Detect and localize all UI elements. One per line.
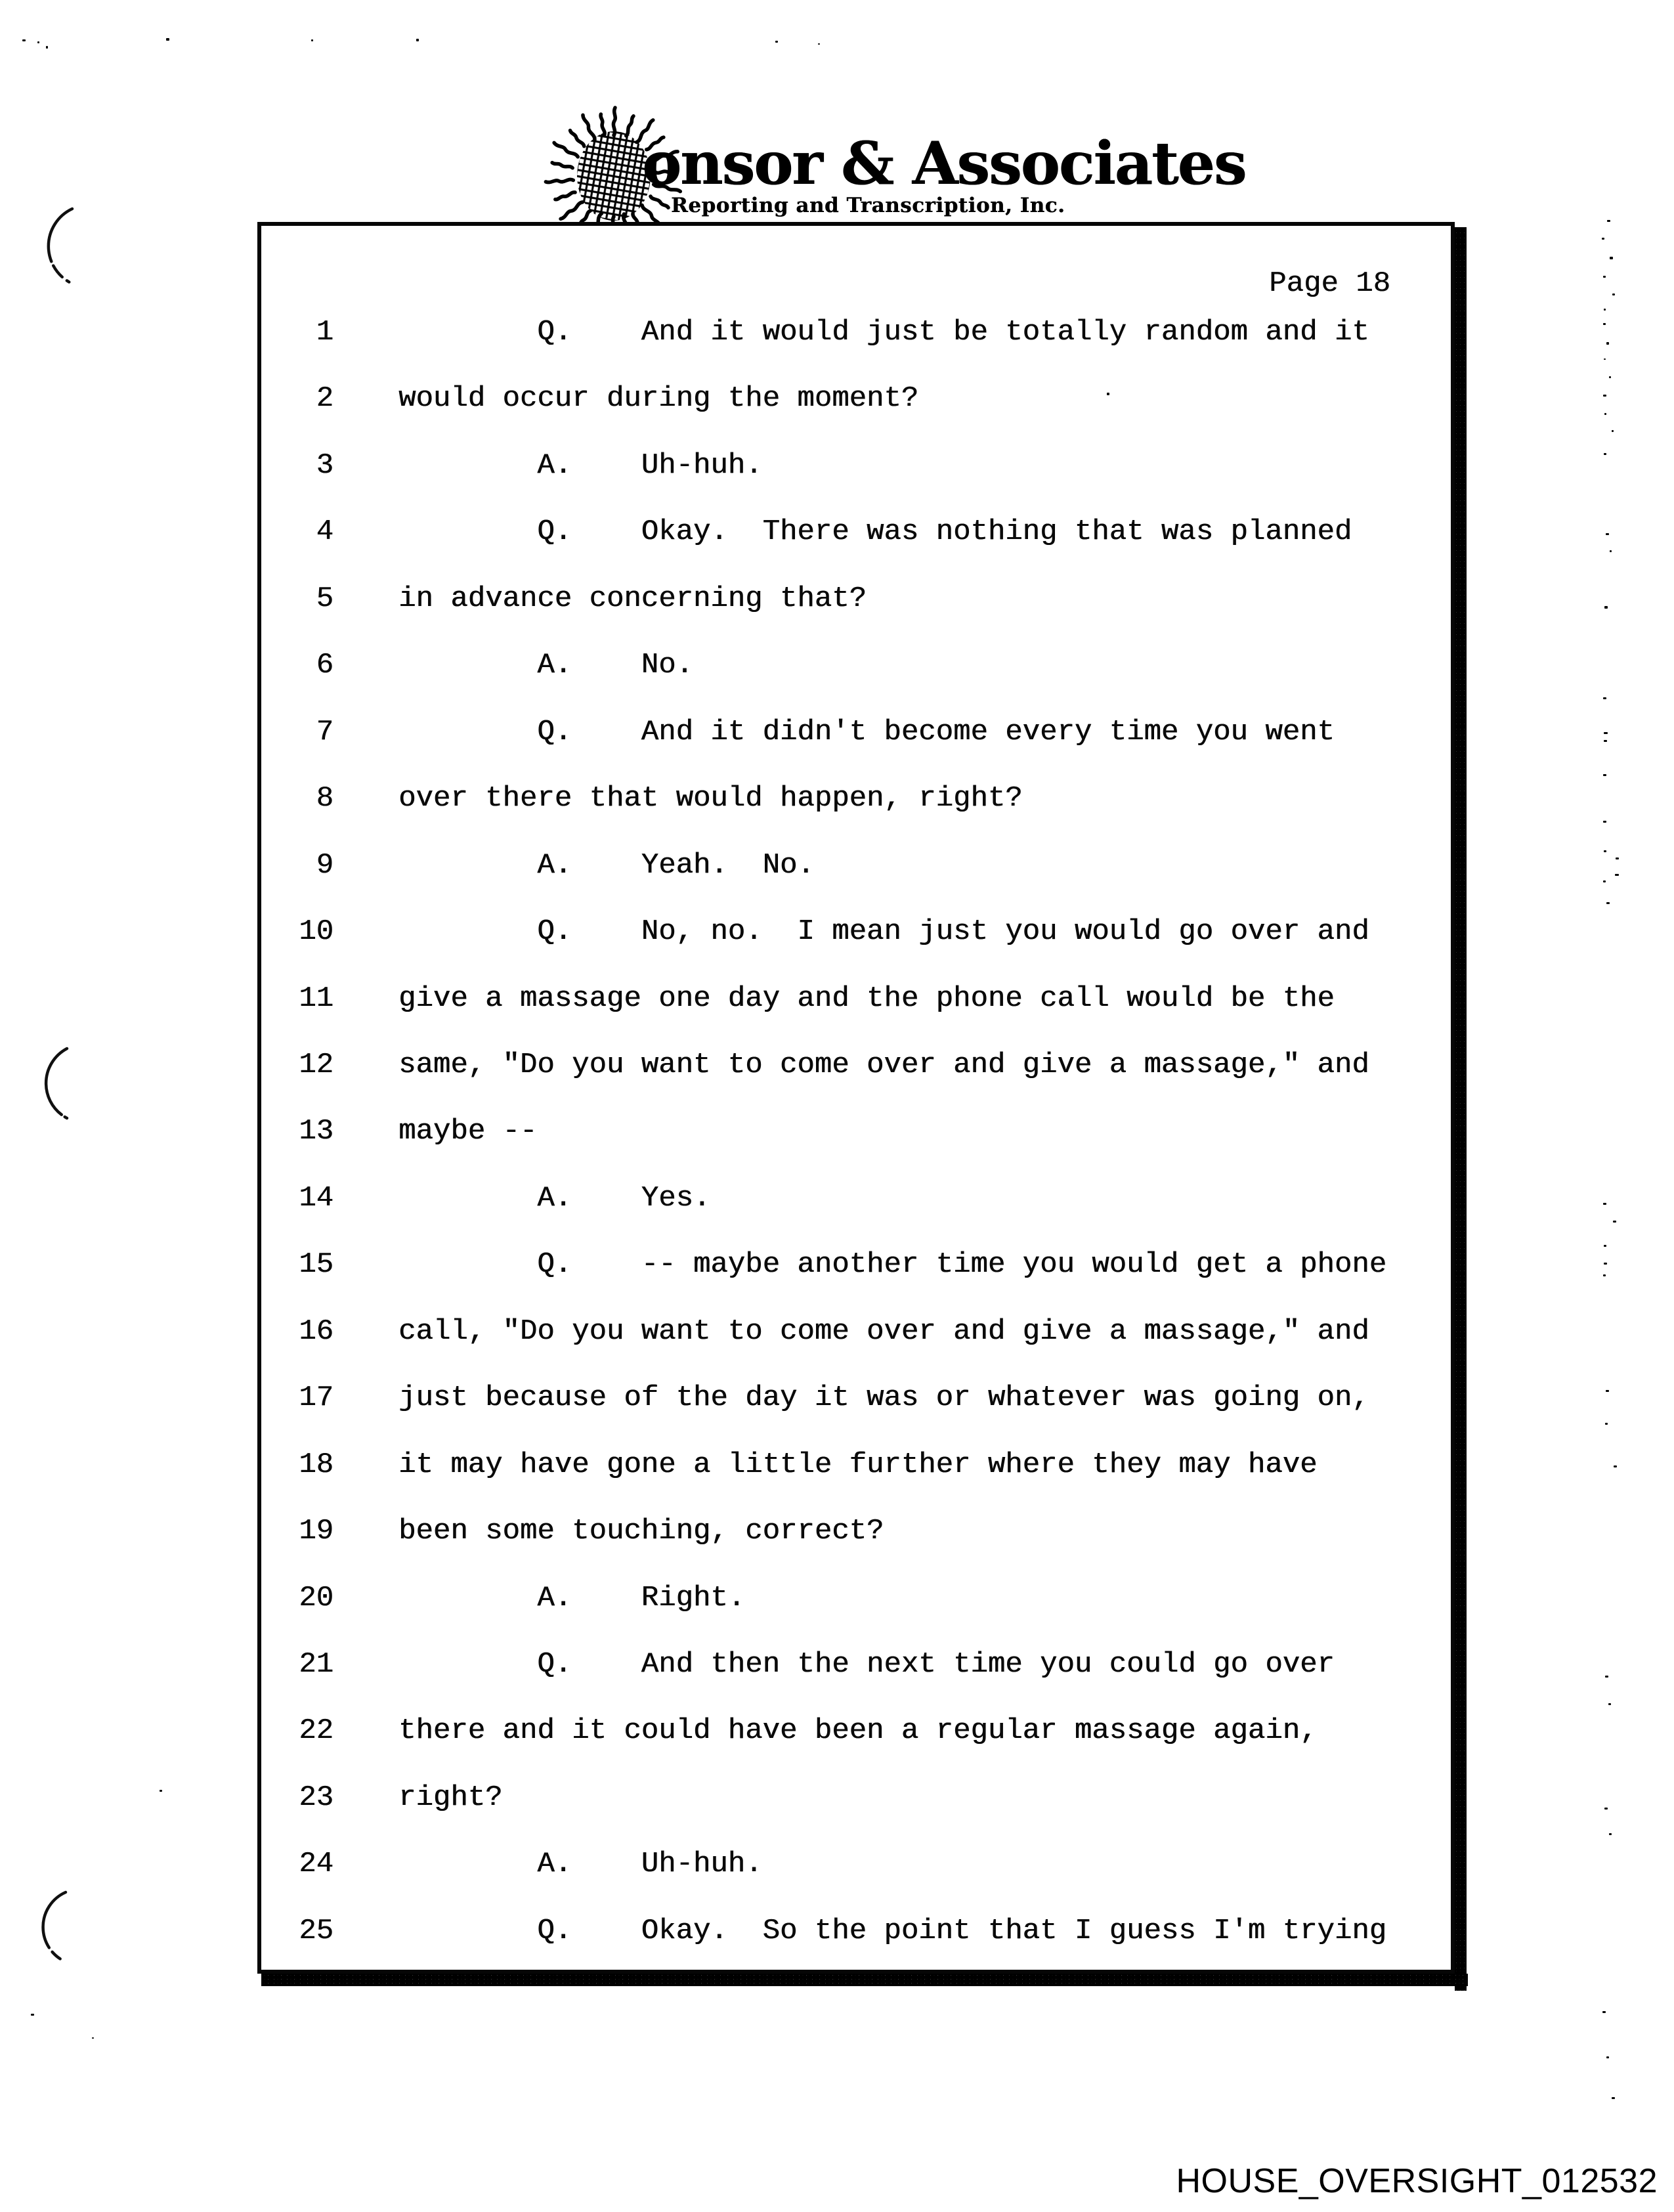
- transcript-line: [261, 848, 1451, 890]
- line-number: 19: [299, 1515, 333, 1548]
- transcript-line: [261, 1450, 1451, 1490]
- dust-speck: [1604, 1808, 1608, 1810]
- transcript-line: [261, 448, 1451, 490]
- transcript-line: [261, 917, 1451, 957]
- dust-speck: [1605, 1676, 1608, 1678]
- transcript-line: [261, 1048, 1451, 1090]
- dust-speck: [1605, 1423, 1608, 1425]
- scan-edge-right: [1455, 227, 1467, 1991]
- dust-speck: [1604, 358, 1606, 360]
- dust-speck: [1615, 874, 1619, 876]
- line-text: Q. And it didn't become every time you went: [398, 715, 1335, 748]
- line-text: just because of the day it was or whatever was going on,: [398, 1381, 1369, 1415]
- transcript-line: [261, 1181, 1451, 1223]
- dust-speck: [1604, 850, 1606, 852]
- transcript-line: [261, 1250, 1451, 1290]
- dust-speck: [1602, 2011, 1606, 2013]
- scan-edge-bottom: [261, 1974, 1468, 1986]
- dust-speck: [1609, 1833, 1612, 1835]
- dust-speck: [160, 1790, 162, 1792]
- line-text: A. Yeah. No.: [398, 848, 815, 882]
- dust-speck: [1603, 821, 1606, 823]
- transcript-line: [261, 984, 1451, 1024]
- transcript-line: [261, 384, 1451, 423]
- dust-speck: [1616, 857, 1619, 859]
- dust-speck: [1606, 342, 1609, 345]
- dust-speck: [1604, 309, 1606, 311]
- line-number: 16: [299, 1314, 333, 1348]
- dust-speck: [1607, 220, 1610, 222]
- transcript-line: [261, 784, 1451, 823]
- dust-speck: [416, 39, 419, 41]
- dust-speck: [1606, 902, 1610, 904]
- line-number: 15: [299, 1248, 333, 1282]
- dust-speck: [1603, 880, 1606, 882]
- dust-speck: [311, 39, 313, 41]
- dust-speck: [1604, 1263, 1607, 1265]
- line-text: over there that would happen, right?: [398, 782, 1023, 815]
- line-number: 4: [316, 515, 333, 549]
- line-text: in advance concerning that?: [398, 582, 867, 615]
- line-number: 7: [316, 715, 333, 748]
- dust-speck: [166, 38, 169, 41]
- line-text: A. No.: [398, 649, 693, 682]
- transcript-line: [261, 1383, 1451, 1423]
- dust-speck: [1107, 393, 1109, 395]
- dust-speck: [1603, 774, 1606, 776]
- letterhead-name: onsor & Associates: [642, 129, 1246, 198]
- dust-speck: [1604, 453, 1606, 455]
- line-number: 18: [299, 1448, 333, 1481]
- line-text: there and it could have been a regular massage again,: [398, 1714, 1318, 1748]
- dust-speck: [1603, 395, 1606, 397]
- dust-speck: [1603, 323, 1606, 325]
- line-text: A. Uh-huh.: [398, 448, 763, 482]
- dust-speck: [1604, 413, 1606, 415]
- transcript-line: [261, 1850, 1451, 1889]
- dust-speck: [1603, 1203, 1606, 1205]
- line-number: 2: [316, 382, 333, 416]
- dust-speck: [1606, 533, 1609, 535]
- dust-speck: [1603, 1274, 1606, 1276]
- dust-speck: [1609, 376, 1611, 378]
- line-text: right?: [398, 1781, 503, 1814]
- line-number: 24: [299, 1848, 333, 1881]
- line-number: 12: [299, 1048, 333, 1081]
- binder-ring-mark-middle: [20, 1034, 125, 1146]
- dust-speck: [1604, 732, 1608, 734]
- line-text: same, "Do you want to come over and give a massage," and: [398, 1048, 1369, 1081]
- line-text: maybe --: [398, 1115, 538, 1148]
- dust-speck: [1610, 257, 1613, 259]
- line-number: 6: [316, 649, 333, 682]
- line-text: A. Right.: [398, 1581, 746, 1615]
- binder-ring-mark-bottom: [20, 1878, 131, 1989]
- dust-speck: [1604, 1245, 1606, 1247]
- transcript-frame: [257, 222, 1455, 1974]
- line-text: give a massage one day and the phone call would be the: [398, 982, 1335, 1015]
- dust-speck: [1606, 2056, 1609, 2058]
- line-text: Q. -- maybe another time you would get a phone: [398, 1248, 1387, 1282]
- transcript-line: [261, 584, 1451, 624]
- dust-speck: [1610, 550, 1612, 552]
- line-number: 9: [316, 848, 333, 882]
- letterhead: [0, 0, 1674, 243]
- dust-speck: [1606, 1390, 1609, 1392]
- dust-speck: [46, 46, 48, 49]
- transcript-line: [261, 715, 1451, 757]
- line-number: 17: [299, 1381, 333, 1415]
- transcript-line: [261, 1581, 1451, 1623]
- transcript-line: [261, 1914, 1451, 1956]
- line-number: 10: [299, 915, 333, 949]
- line-text: Q. Okay. There was nothing that was planned: [398, 515, 1352, 549]
- dust-speck: [1602, 238, 1604, 240]
- dust-speck: [92, 2037, 94, 2039]
- dust-speck: [1612, 2097, 1615, 2099]
- dust-speck: [31, 2014, 34, 2016]
- transcript-line: [261, 651, 1451, 690]
- line-number: 5: [316, 582, 333, 615]
- dust-speck: [1612, 293, 1615, 295]
- dust-speck: [1614, 1465, 1617, 1467]
- transcript-line: [261, 517, 1451, 557]
- line-text: Q. And it would just be totally random and it: [398, 316, 1369, 349]
- dust-speck: [37, 41, 39, 43]
- line-number: 14: [299, 1181, 333, 1215]
- transcript-line: [261, 1314, 1451, 1356]
- page-number-label: Page 18: [1269, 267, 1390, 300]
- dust-speck: [1613, 1221, 1616, 1223]
- dust-speck: [1603, 276, 1606, 278]
- dust-speck: [22, 39, 26, 41]
- line-number: 13: [299, 1115, 333, 1148]
- line-text: A. Uh-huh.: [398, 1848, 763, 1881]
- transcript-line: [261, 318, 1451, 357]
- dust-speck: [1604, 740, 1607, 742]
- line-number: 22: [299, 1714, 333, 1748]
- transcript-line: [261, 1117, 1451, 1156]
- line-text: it may have gone a little further where they may have: [398, 1448, 1318, 1481]
- bates-number: HOUSE_OVERSIGHT_012532: [1176, 2162, 1658, 2200]
- binder-ring-mark-top: [26, 190, 131, 302]
- line-number: 21: [299, 1648, 333, 1681]
- transcript-line: [261, 1783, 1451, 1823]
- dust-speck: [1603, 697, 1606, 699]
- transcript-lines: [261, 226, 1451, 1970]
- line-text: been some touching, correct?: [398, 1515, 884, 1548]
- line-text: Q. And then the next time you could go over: [398, 1648, 1335, 1681]
- line-text: Q. Okay. So the point that I guess I'm trying: [398, 1914, 1387, 1947]
- line-number: 20: [299, 1581, 333, 1615]
- line-text: would occur during the moment?: [398, 382, 919, 416]
- dust-speck: [775, 41, 778, 43]
- line-number: 25: [299, 1914, 333, 1947]
- line-text: call, "Do you want to come over and give a massage," and: [398, 1314, 1369, 1348]
- dust-speck: [1604, 606, 1608, 609]
- line-text: Q. No, no. I mean just you would go over and: [398, 915, 1369, 949]
- line-number: 8: [316, 782, 333, 815]
- line-number: 3: [316, 448, 333, 482]
- transcript-line: [261, 1650, 1451, 1689]
- transcript-line: [261, 1517, 1451, 1556]
- line-number: 1: [316, 316, 333, 349]
- line-text: A. Yes.: [398, 1181, 711, 1215]
- dust-speck: [1612, 430, 1614, 432]
- letterhead-subtitle: Reporting and Transcription, Inc.: [671, 194, 1065, 217]
- dust-speck: [818, 43, 820, 45]
- line-number: 11: [299, 982, 333, 1015]
- transcript-line: [261, 1716, 1451, 1756]
- line-number: 23: [299, 1781, 333, 1814]
- dust-speck: [1608, 1703, 1611, 1705]
